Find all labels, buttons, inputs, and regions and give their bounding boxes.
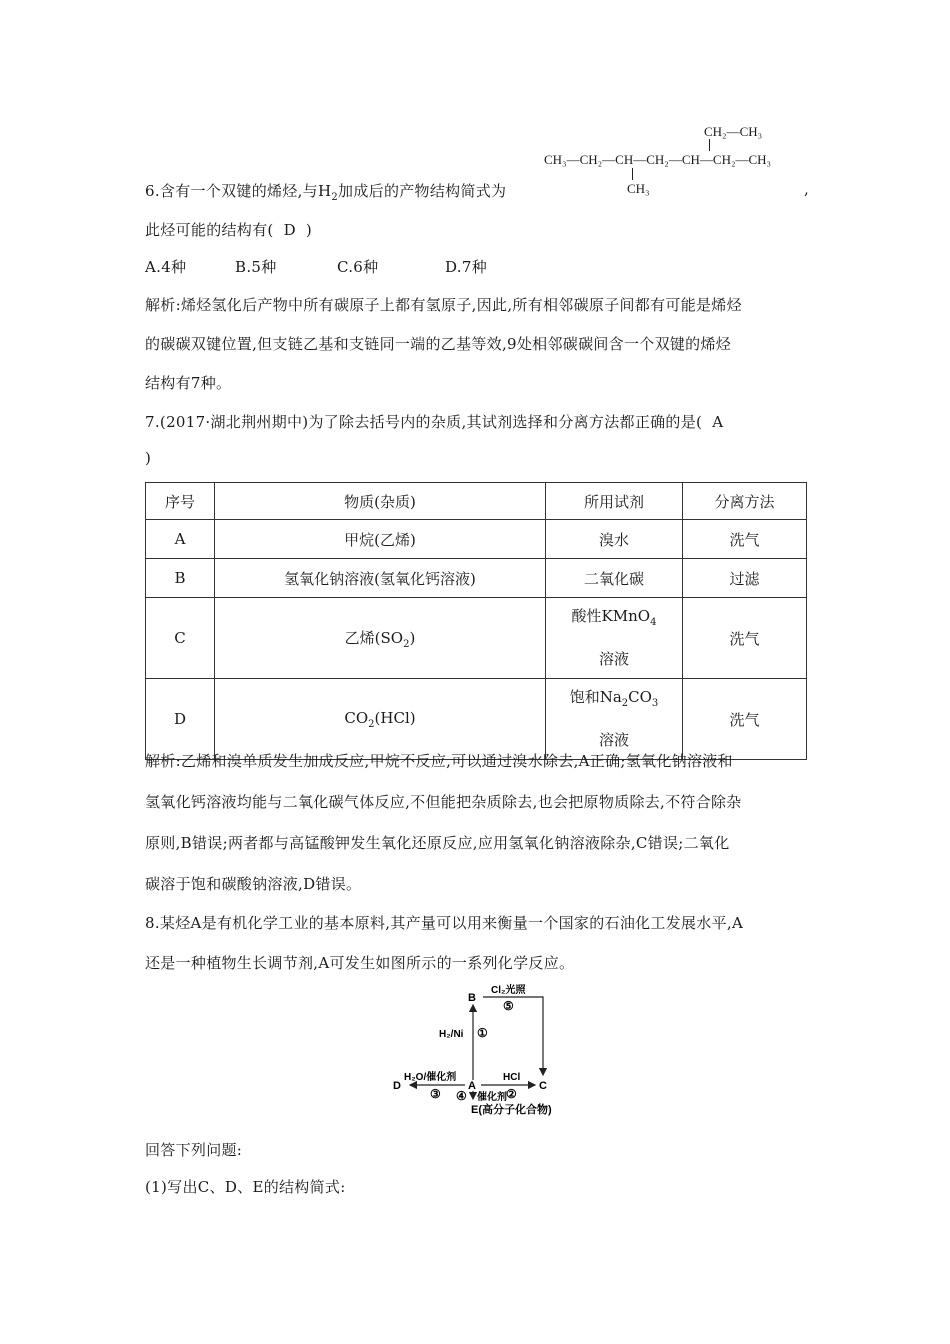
node-e: E(高分子化合物) (471, 1104, 552, 1116)
q6-analysis-line: 的碳碳双键位置,但支链乙基和支链同一端的乙基等效,9处相邻碳碳间含一个双键的烯烃 (145, 335, 732, 353)
formula-ethyl-branch: CH₂—CH₃ (704, 124, 763, 139)
cell-method: 洗气 (683, 679, 807, 760)
q7-stem-close: ) (145, 449, 152, 467)
node-a: A (468, 1080, 476, 1092)
cell-id: A (146, 520, 215, 559)
table-row (146, 679, 807, 760)
formula-branch-bond-bottom (632, 168, 633, 180)
r1-reagent: H₂/Ni (439, 1029, 464, 1040)
q7-analysis-line: 解析:乙烯和溴单质发生加成反应,甲烷不反应,可以通过溴水除去,A正确;氢氧化钠溶液和 (145, 752, 733, 770)
reaction-diagram (385, 982, 585, 1117)
cell-reagent: 酸性KMnO$_4$ 溶液 (546, 598, 683, 679)
cell-id: D (146, 679, 215, 760)
q6-option-a: A.4种 (145, 258, 187, 276)
q8-stem-line: 还是一种植物生长调节剂,A可发生如图所示的一系列化学反应。 (145, 954, 575, 972)
q7-answer: A (712, 413, 724, 431)
cell-method: 洗气 (683, 598, 807, 679)
cell-substance: $CO_2(HCl)$ (215, 679, 546, 760)
cell-substance: 氢氧化钠溶液(氢氧化钙溶液) (215, 559, 546, 598)
r4-reagent: 催化剂 (477, 1092, 507, 1103)
q7-analysis-line: 碳溶于饱和碳酸钠溶液,D错误。 (145, 875, 362, 893)
r2-number: ② (506, 1087, 517, 1101)
cell-reagent: 二氧化碳 (546, 559, 683, 598)
node-b: B (468, 992, 476, 1004)
r4-number: ④ (456, 1089, 467, 1103)
cell-reagent: 饱和$Na_2CO_3$ 溶液 (546, 679, 683, 760)
r1-number: ① (477, 1026, 488, 1040)
q8-stem-line: 8.某烃A是有机化学工业的基本原料,其产量可以用来衡量一个国家的石油化工发展水平,A (145, 914, 744, 932)
r3-number: ③ (430, 1087, 441, 1101)
r2-reagent: HCl (503, 1072, 521, 1083)
q6-answer: D (283, 221, 296, 239)
cell-id: B (146, 559, 215, 598)
node-c: C (539, 1080, 547, 1092)
r5-number: ⑤ (503, 999, 514, 1013)
q6-analysis-line: 结构有7种。 (145, 374, 232, 392)
header-substance: 物质(杂质) (215, 483, 546, 520)
r5-reagent: Cl₂光照 (491, 985, 526, 996)
q8-prompt: 回答下列问题: (145, 1141, 243, 1159)
q6-option-d: D.7种 (445, 258, 488, 276)
q6-stem-comma: , (804, 180, 810, 198)
q6-stem-2: 此烃可能的结构有( D ) (145, 221, 313, 239)
header-reagent: 所用试剂 (546, 483, 683, 520)
table-row (146, 598, 807, 679)
r3-reagent: H₂O/催化剂 (404, 1072, 457, 1083)
q8-subquestion-1: (1)写出C、D、E的结构简式: (145, 1178, 346, 1196)
header-method: 分离方法 (683, 483, 807, 520)
cell-method: 洗气 (683, 520, 807, 559)
cell-id: C (146, 598, 215, 679)
cell-method: 过滤 (683, 559, 807, 598)
q6-stem: 6.含有一个双键的烯烃,与$H_2$加成后的产物结构简式为 (145, 182, 507, 203)
table-row (146, 559, 807, 598)
q7-analysis-line: 原则,B错误;两者都与高锰酸钾发生氧化还原反应,应用氢氧化钠溶液除杂,C错误;二氧化 (145, 834, 730, 852)
cell-substance: 乙烯$(SO_2)$ (215, 598, 546, 679)
formula-methyl-branch: CH₃ (627, 181, 650, 196)
node-d: D (393, 1080, 401, 1092)
q7-analysis-line: 氢氧化钙溶液均能与二氧化碳气体反应,不但能把杂质除去,也会把原物质除去,不符合除杂 (145, 793, 742, 811)
q6-option-c: C.6种 (337, 258, 379, 276)
q7-table (145, 482, 807, 760)
formula-branch-bond-top (709, 139, 710, 151)
table-header-row (146, 483, 807, 520)
cell-reagent: 溴水 (546, 520, 683, 559)
q7-stem: 7.(2017·湖北荆州期中)为了除去括号内的杂质,其试剂选择和分离方法都正确的是( A (145, 411, 733, 432)
q6-option-b: B.5种 (235, 258, 277, 276)
formula-main-chain: CH₃—CH₂—CH—CH₂—CH—CH₂—CH₃ (544, 152, 772, 167)
table-row (146, 520, 807, 559)
header-id: 序号 (146, 483, 215, 520)
q6-analysis-line: 解析:烯烃氢化后产物中所有碳原子上都有氢原子,因此,所有相邻碳原子间都有可能是烯烃 (145, 296, 742, 314)
cell-substance: 甲烷(乙烯) (215, 520, 546, 559)
